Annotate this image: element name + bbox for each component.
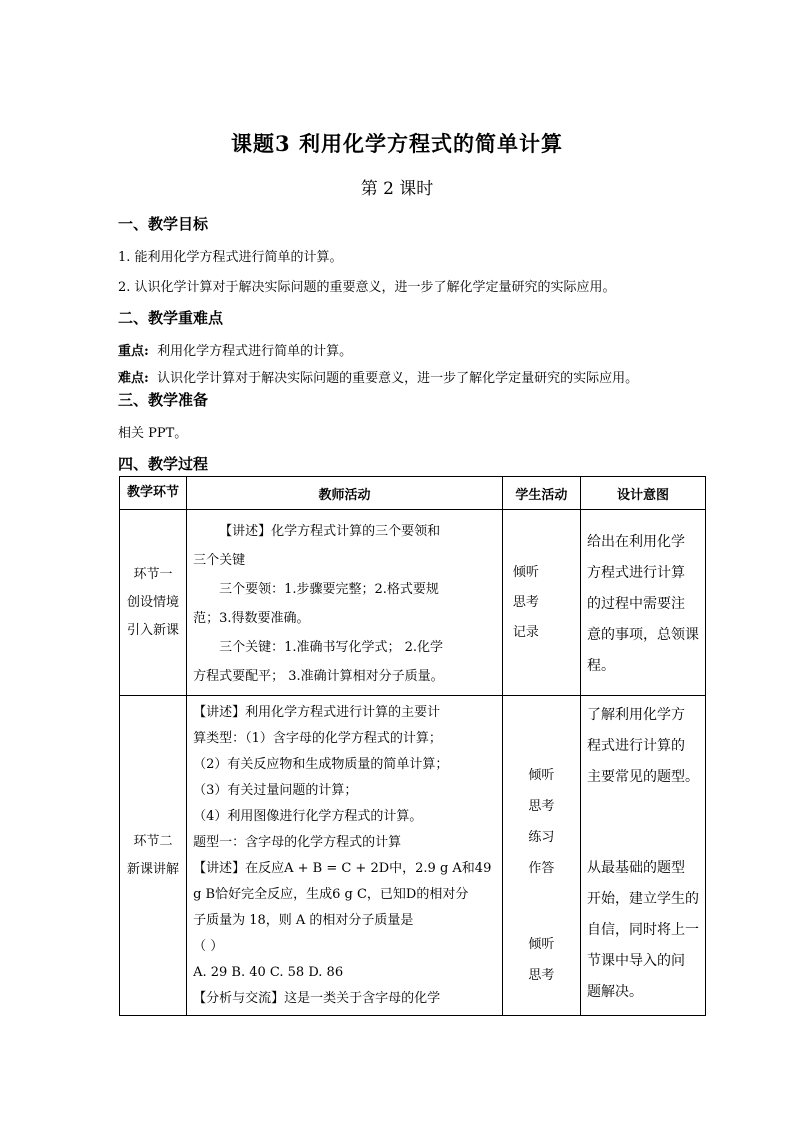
design-intent-cell: [580, 510, 705, 696]
objective-item: 2. 认识化学计算对于解决实际问题的重要意义，进一步了解化学定量研究的实际应用。: [118, 280, 616, 295]
teacher-line: 三个关键: [193, 552, 246, 568]
teacher-line: 【分析与交流】这是一类关于含字母的化学: [193, 991, 441, 1006]
teacher-line: （4）利用图像进行化学方程式的计算。: [193, 809, 423, 824]
student-activity-cell: [502, 696, 580, 1016]
key-point-text: 利用化学方程式进行简单的计算。: [157, 344, 353, 359]
intent-line: 的过程中需要注: [586, 596, 685, 612]
page-subtitle: 第 2 课时: [360, 179, 434, 199]
section-heading-objectives: 一、教学目标: [118, 215, 209, 233]
teacher-line: 【讲述】化学方程式计算的三个要领和: [219, 523, 441, 539]
stage-line: 新课讲解: [127, 861, 180, 877]
design-intent-cell: [580, 696, 705, 1016]
teacher-line: （2）有关反应物和生成物质量的简单计算；: [193, 757, 449, 772]
teacher-line: 子质量为 18，则 A 的相对分子质量是: [193, 913, 414, 928]
header-design-intent: 设计意图: [580, 477, 705, 510]
section-heading-key-points: 二、教学重难点: [118, 309, 224, 327]
intent-line: 方程式进行计算: [586, 565, 685, 581]
key-point: [118, 340, 352, 359]
student-line: 倾听: [512, 564, 539, 580]
intent-line: 从最基础的题型: [586, 860, 685, 876]
intent-line: 程式进行计算的: [586, 738, 685, 754]
teacher-activity-cell: [187, 696, 503, 1016]
teacher-line: 方程式要配平； 3.准确计算相对分子质量。: [193, 668, 444, 684]
section-heading-preparation: 三、教学准备: [118, 391, 209, 409]
intent-line: 开始，建立学生的: [586, 891, 699, 907]
teacher-line: 【讲述】在反应A + B = C + 2D中，2.9 g A和49: [193, 861, 492, 876]
teacher-line: g B恰好完全反应，生成6 g C，已知D的相对分: [193, 887, 469, 902]
stage-line: 创设情境: [127, 594, 180, 610]
table-row: [120, 696, 706, 1016]
intent-line: 自信，同时将上一: [586, 922, 699, 938]
stage-line: 引入新课: [127, 622, 180, 638]
stage-line: 环节二: [133, 833, 173, 849]
stage-cell: [120, 696, 187, 1016]
teacher-line: A. 29 B. 40 C. 58 D. 86: [193, 965, 344, 980]
student-line: 记录: [512, 624, 539, 640]
section-heading-process: 四、教学过程: [118, 455, 209, 473]
intent-line: 了解利用化学方: [586, 707, 685, 723]
header-teacher-activity: 教师活动: [187, 477, 503, 510]
student-line: 作答: [528, 861, 555, 876]
student-line: 思考: [512, 594, 539, 610]
intent-line: 节课中导入的问: [586, 953, 685, 969]
stage-cell: [120, 510, 187, 696]
student-line: 思考: [528, 799, 555, 814]
stage-line: 环节一: [133, 566, 173, 582]
intent-line: 程。: [586, 658, 615, 674]
preparation-text: 相关 PPT。: [118, 426, 188, 441]
teacher-line: 算类型：（1）含字母的化学方程式的计算；: [193, 731, 442, 746]
student-activity-cell: [502, 510, 580, 696]
student-line: 倾听: [528, 937, 555, 952]
intent-line: 题解决。: [586, 984, 643, 1000]
difficult-point-label: 难点:: [118, 371, 149, 386]
teacher-line: 题型一：含字母的化学方程式的计算: [193, 835, 402, 850]
student-line: 倾听: [528, 768, 555, 783]
intent-line: 主要常见的题型。: [586, 769, 699, 785]
teacher-line: （3）有关过量问题的计算；: [193, 783, 358, 798]
teacher-line: （ ）: [193, 939, 224, 954]
header-student-activity: 学生活动: [502, 477, 580, 510]
teaching-process-table: [119, 476, 706, 1016]
difficult-point: [118, 367, 638, 386]
student-line: 思考: [528, 968, 555, 983]
header-stage: 教学环节: [120, 477, 187, 510]
teacher-line: 三个关键：1.准确书写化学式； 2.化学: [219, 639, 444, 655]
difficult-point-text: 认识化学计算对于解决实际问题的重要意义，进一步了解化学定量研究的实际应用。: [157, 371, 639, 386]
teacher-activity-cell: [187, 510, 503, 696]
intent-line: 意的事项，总领课: [586, 627, 699, 643]
table-row: [120, 510, 706, 696]
table-header-row: [120, 477, 706, 510]
teacher-line: 范；3.得数要准确。: [193, 610, 310, 626]
teacher-line: 三个要领：1.步骤要完整；2.格式要规: [219, 581, 439, 597]
student-line: 练习: [528, 830, 555, 845]
objective-item: 1. 能利用化学方程式进行简单的计算。: [118, 250, 343, 265]
intent-line: 给出在利用化学: [586, 534, 685, 550]
page-title: 课题3 利用化学方程式的简单计算: [231, 131, 563, 156]
key-point-label: 重点:: [118, 344, 149, 359]
teacher-line: 【讲述】利用化学方程式进行计算的主要计: [193, 705, 441, 720]
